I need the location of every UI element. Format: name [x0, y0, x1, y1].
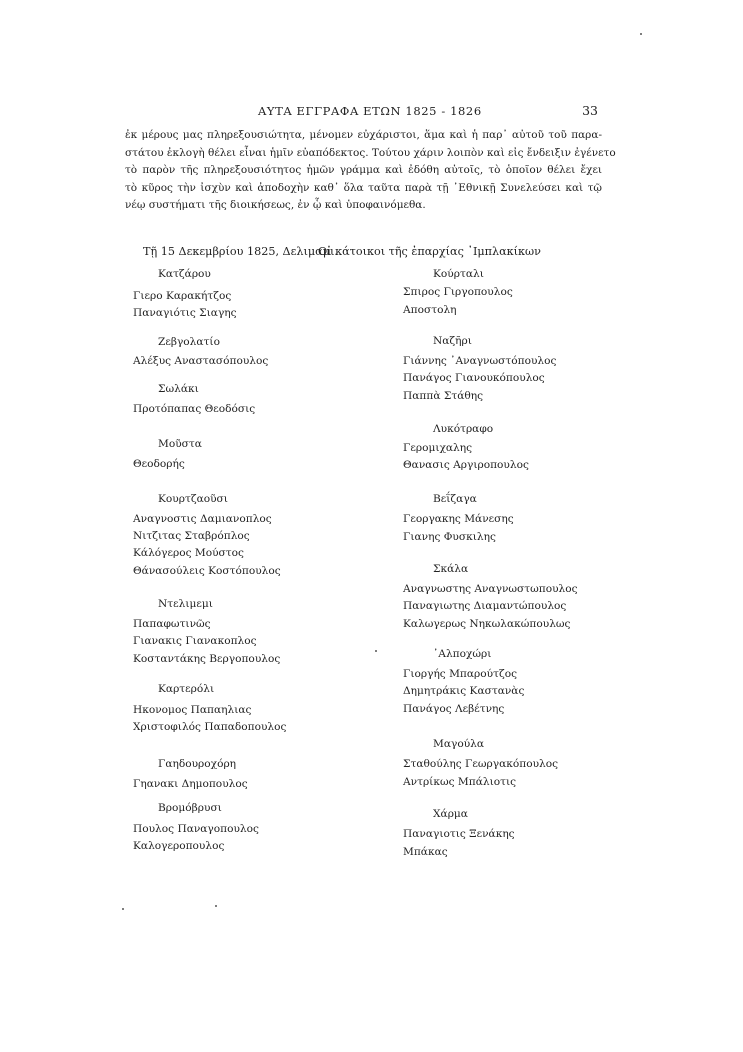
dateline — [143, 245, 613, 258]
signatory-name: Δημητράκις Καστανὰς — [403, 685, 525, 697]
village-name: Σκάλα — [433, 563, 469, 575]
scan-speck — [215, 905, 217, 907]
village-name: Κουρτζαοῦσι — [158, 493, 228, 505]
village-name: Ζεβγολατίο — [158, 336, 220, 348]
village-name: Μοῦστα — [158, 438, 202, 450]
signatory-name: Αναγνοστις Δαμιανοπλος — [133, 513, 272, 525]
signatory-name: Σπιρος Γιργοπουλος — [403, 286, 513, 298]
signatory-name: Γεοργακης Μάνεσης — [403, 513, 514, 525]
signatory-name: Μπάκας — [403, 846, 448, 858]
village-name: Καρτερόλι — [158, 683, 215, 695]
signatory-name: Παππὰ Στάθης — [403, 390, 484, 402]
signatory-name: Προτόπαπας Θεοδόσις — [133, 403, 256, 415]
signatory-name: Αναγνωστης Αναγνωστωπουλος — [403, 583, 578, 595]
signatory-name: Γηανακι Δημοπουλος — [133, 778, 248, 790]
village-name: Χάρμα — [433, 808, 468, 820]
signatory-name: Θεοδορής — [133, 458, 185, 470]
scan-speck — [375, 650, 377, 652]
intro-line: ἐκ μέρους μας πληρεξουσιώτητα, μένομεν εὐχάριστοι, ἅμα καὶ ἡ παρ᾿ αὐτοῦ τοῦ παρα- — [125, 129, 602, 141]
signatory-name: Αλέξυς Αναστασόπουλος — [133, 355, 269, 367]
signatory-name: Γιανακις Γιανακοπλος — [133, 635, 257, 647]
signatory-name: Ηκονομος Παπαηλιας — [133, 704, 252, 716]
signatory-name: Παναγιοτις Ξενάκης — [403, 828, 515, 840]
signatory-name: Πανάγος Λεβέτνης — [403, 703, 505, 715]
village-name: Λυκότραφο — [433, 423, 494, 435]
signatory-name: Χριστοφιλός Παπαδοπουλος — [133, 721, 287, 733]
village-name: Σωλάκι — [158, 383, 199, 395]
running-title: ΑΥΤΑ ΕΓΓΡΑΦΑ ΕΤΩΝ 1825 - 1826 — [258, 104, 482, 118]
intro-line: τὸ κῦρος τὴν ἰσχὺν καὶ ἀποδοχὴν καθ᾿ ὅλα ταῦτα παρὰ τῇ ᾿Εθνικῇ Συνελεύσει καὶ τῷ — [125, 181, 602, 194]
signatory-name: Αντρίκως Μπάλιοτις — [403, 776, 517, 788]
page-header — [130, 104, 600, 122]
signatory-name: Πανάγος Γιανουκόπουλος — [403, 372, 545, 384]
scan-speck — [640, 33, 642, 35]
village-name: Ντελιμεμι — [158, 598, 213, 610]
signatory-name: Παπαφωτινῶς — [133, 618, 211, 630]
signatory-name: Γερομιχαλης — [403, 442, 473, 454]
signatories-heading: Οἱ κάτοικοι τῆς ἐπαρχίας ᾿Ιμπλακίκων — [318, 245, 541, 258]
village-name: Γαηδουροχόρη — [158, 758, 237, 770]
signatory-name: Αποστολη — [403, 304, 457, 316]
signatory-name: Γιερο Καρακήτζος — [133, 290, 232, 302]
signatory-name: Κάλόγερος Μούστος — [133, 547, 244, 559]
signatory-name: Νιτζιτας Σταβρόπλος — [133, 530, 250, 542]
scan-speck — [122, 908, 124, 910]
village-name: Ναζῆρι — [433, 335, 472, 347]
date-text: Τῇ 15 Δεκεμβρίου 1825, Δελιμαμι. — [143, 245, 338, 258]
village-name: Κούρταλι — [433, 268, 484, 280]
village-name: ᾿Αλποχώρι — [433, 648, 492, 660]
village-name: Κατζάρου — [158, 268, 211, 280]
signatory-name: Καλωγερως Νηκωλακώπουλως — [403, 618, 571, 630]
signatory-name: Κοσταντάκης Βεργοπουλος — [133, 653, 281, 665]
signatory-name: Παναγιότις Σιαγης — [133, 307, 237, 319]
intro-paragraph — [125, 127, 616, 215]
signatory-name: Γιάννης ᾿Αναγνωστόπουλος — [403, 355, 557, 367]
signatory-name: Γιοργής Μπαρούτζος — [403, 668, 518, 680]
signatory-name: Καλογεροπουλος — [133, 840, 225, 852]
intro-line: τὸ παρὸν τῆς πληρεξουσιότητος ἡμῶν γράμμα καὶ ἐδόθη αὐτοῖς, τὸ ὁποῖον θέλει ἔχει — [125, 164, 602, 176]
page-number: 33 — [582, 103, 598, 118]
signatory-name: Πουλος Παναγοπουλος — [133, 823, 259, 835]
signatory-name: Σταθούλης Γεωργακόπουλος — [403, 758, 559, 770]
intro-line: στάτου ἐκλογὴ θέλει εἶναι ἡμῖν εὐαπόδεκτος. Τούτου χάριν λοιπὸν καὶ εἰς ἔνδειξιν ἐγένετο — [125, 146, 616, 159]
village-name: Βεΐζαγα — [433, 493, 477, 505]
signatory-name: Θάνασούλεις Κοστόπουλος — [133, 565, 281, 577]
village-name: Μαγούλα — [433, 738, 485, 750]
signatory-name: Γιανης Φυσκιλης — [403, 531, 496, 543]
intro-line: νέῳ συστήματι τῆς διοικήσεως, ἐν ᾧ καὶ ὑποφαινόμεθα. — [125, 199, 426, 211]
signatory-name: Θανασις Αργιροπουλος — [403, 459, 529, 471]
village-name: Βρομόβρυσι — [158, 802, 222, 814]
signatory-name: Παναγιωτης Διαμαντώπουλος — [403, 600, 567, 612]
